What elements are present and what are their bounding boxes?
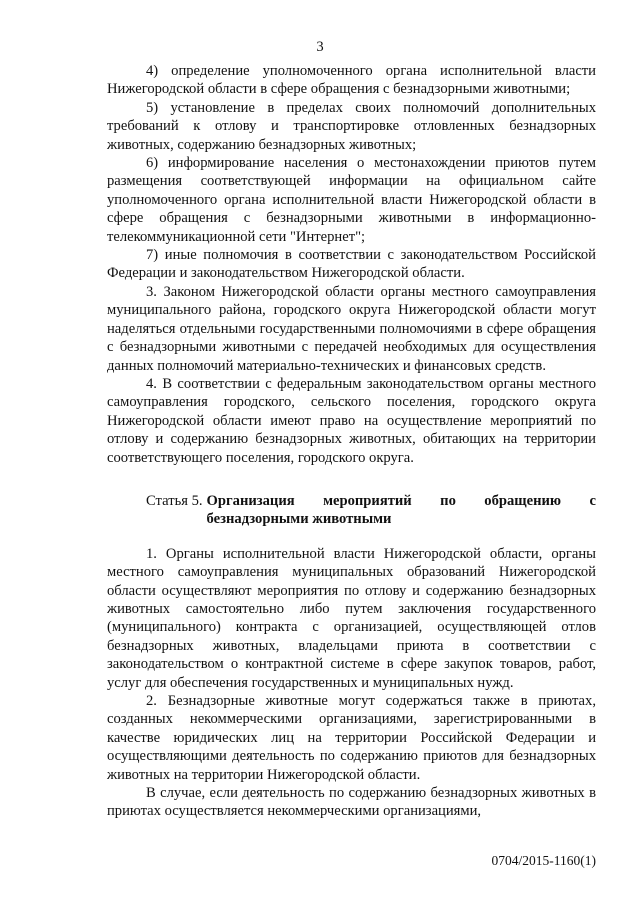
- paragraph: 2. Безнадзорные животные могут содержаться также в приютах, созданных некоммерческими организациями, зарегистрированными в качестве юридических лиц на территории Российской Федерации и осуществляющими деятельность по содержанию приютов для безнадзорных животных на территории Нижегородской области.: [107, 693, 596, 783]
- paragraph: 1. Органы исполнительной власти Нижегородской области, органы местного самоуправления муниципальных образований Нижегородской области осуществляют мероприятия по отлову и содержанию безнадзорных животных самостоятельно либо путем заключения государственного (муниципального) контракта с организацией, осуществляющей отлов безнадзорных животных, владельцами приюта в соответствии с законодательством о контрактной системе в сфере закупок товаров, работ, услуг для обеспечения государственных и муниципальных нужд.: [107, 545, 596, 691]
- document-code: 0704/2015-1160(1): [491, 853, 596, 868]
- paragraph: 3. Законом Нижегородской области органы местного самоуправления муниципального района, городского округа Нижегородской области могут наделяться отдельными государственными полномочиями в сфере обращения с безнадзорными животными с передачей необходимых для осуществления данных полномочий материально-технических и финансовых средств.: [107, 283, 596, 374]
- paragraph: 6) информирование населения о местонахождении приютов путем размещения соответствующей информации на официальном сайте уполномоченного органа исполнительной власти Нижегородской области в сфере обращения с безнадзорными животными в информационно-телекоммуникационной сети "Интернет";: [107, 155, 596, 245]
- article-title: Организация мероприятий по обращению с безнадзорными животными: [206, 492, 596, 528]
- page-number: 3: [316, 39, 324, 55]
- document-body: [107, 62, 596, 821]
- paragraph: 7) иные полномочия в соответствии с законодательством Российской Федерации и законодательством Нижегородской области.: [107, 247, 596, 282]
- article-label: Статья 5.: [146, 492, 203, 509]
- article-heading: [107, 492, 596, 529]
- paragraph: 5) установление в пределах своих полномочий дополнительных требований к отлову и транспортировке отловленных безнадзорных животных, содержанию безнадзорных животных;: [107, 99, 596, 153]
- paragraph: В случае, если деятельность по содержанию безнадзорных животных в приютах осуществляется некоммерческими организациями,: [107, 785, 596, 820]
- paragraph: 4. В соответствии с федеральным законодательством органы местного самоуправления городского, сельского поселения, городского округа Нижегородской области имеют право на осуществление мероприятий по отлову и содержанию безнадзорных животных, обитающих на территории соответствующего поселения, городского округа.: [107, 375, 596, 466]
- paragraph: 4) определение уполномоченного органа исполнительной власти Нижегородской области в сфере обращения с безнадзорными животными;: [107, 63, 596, 98]
